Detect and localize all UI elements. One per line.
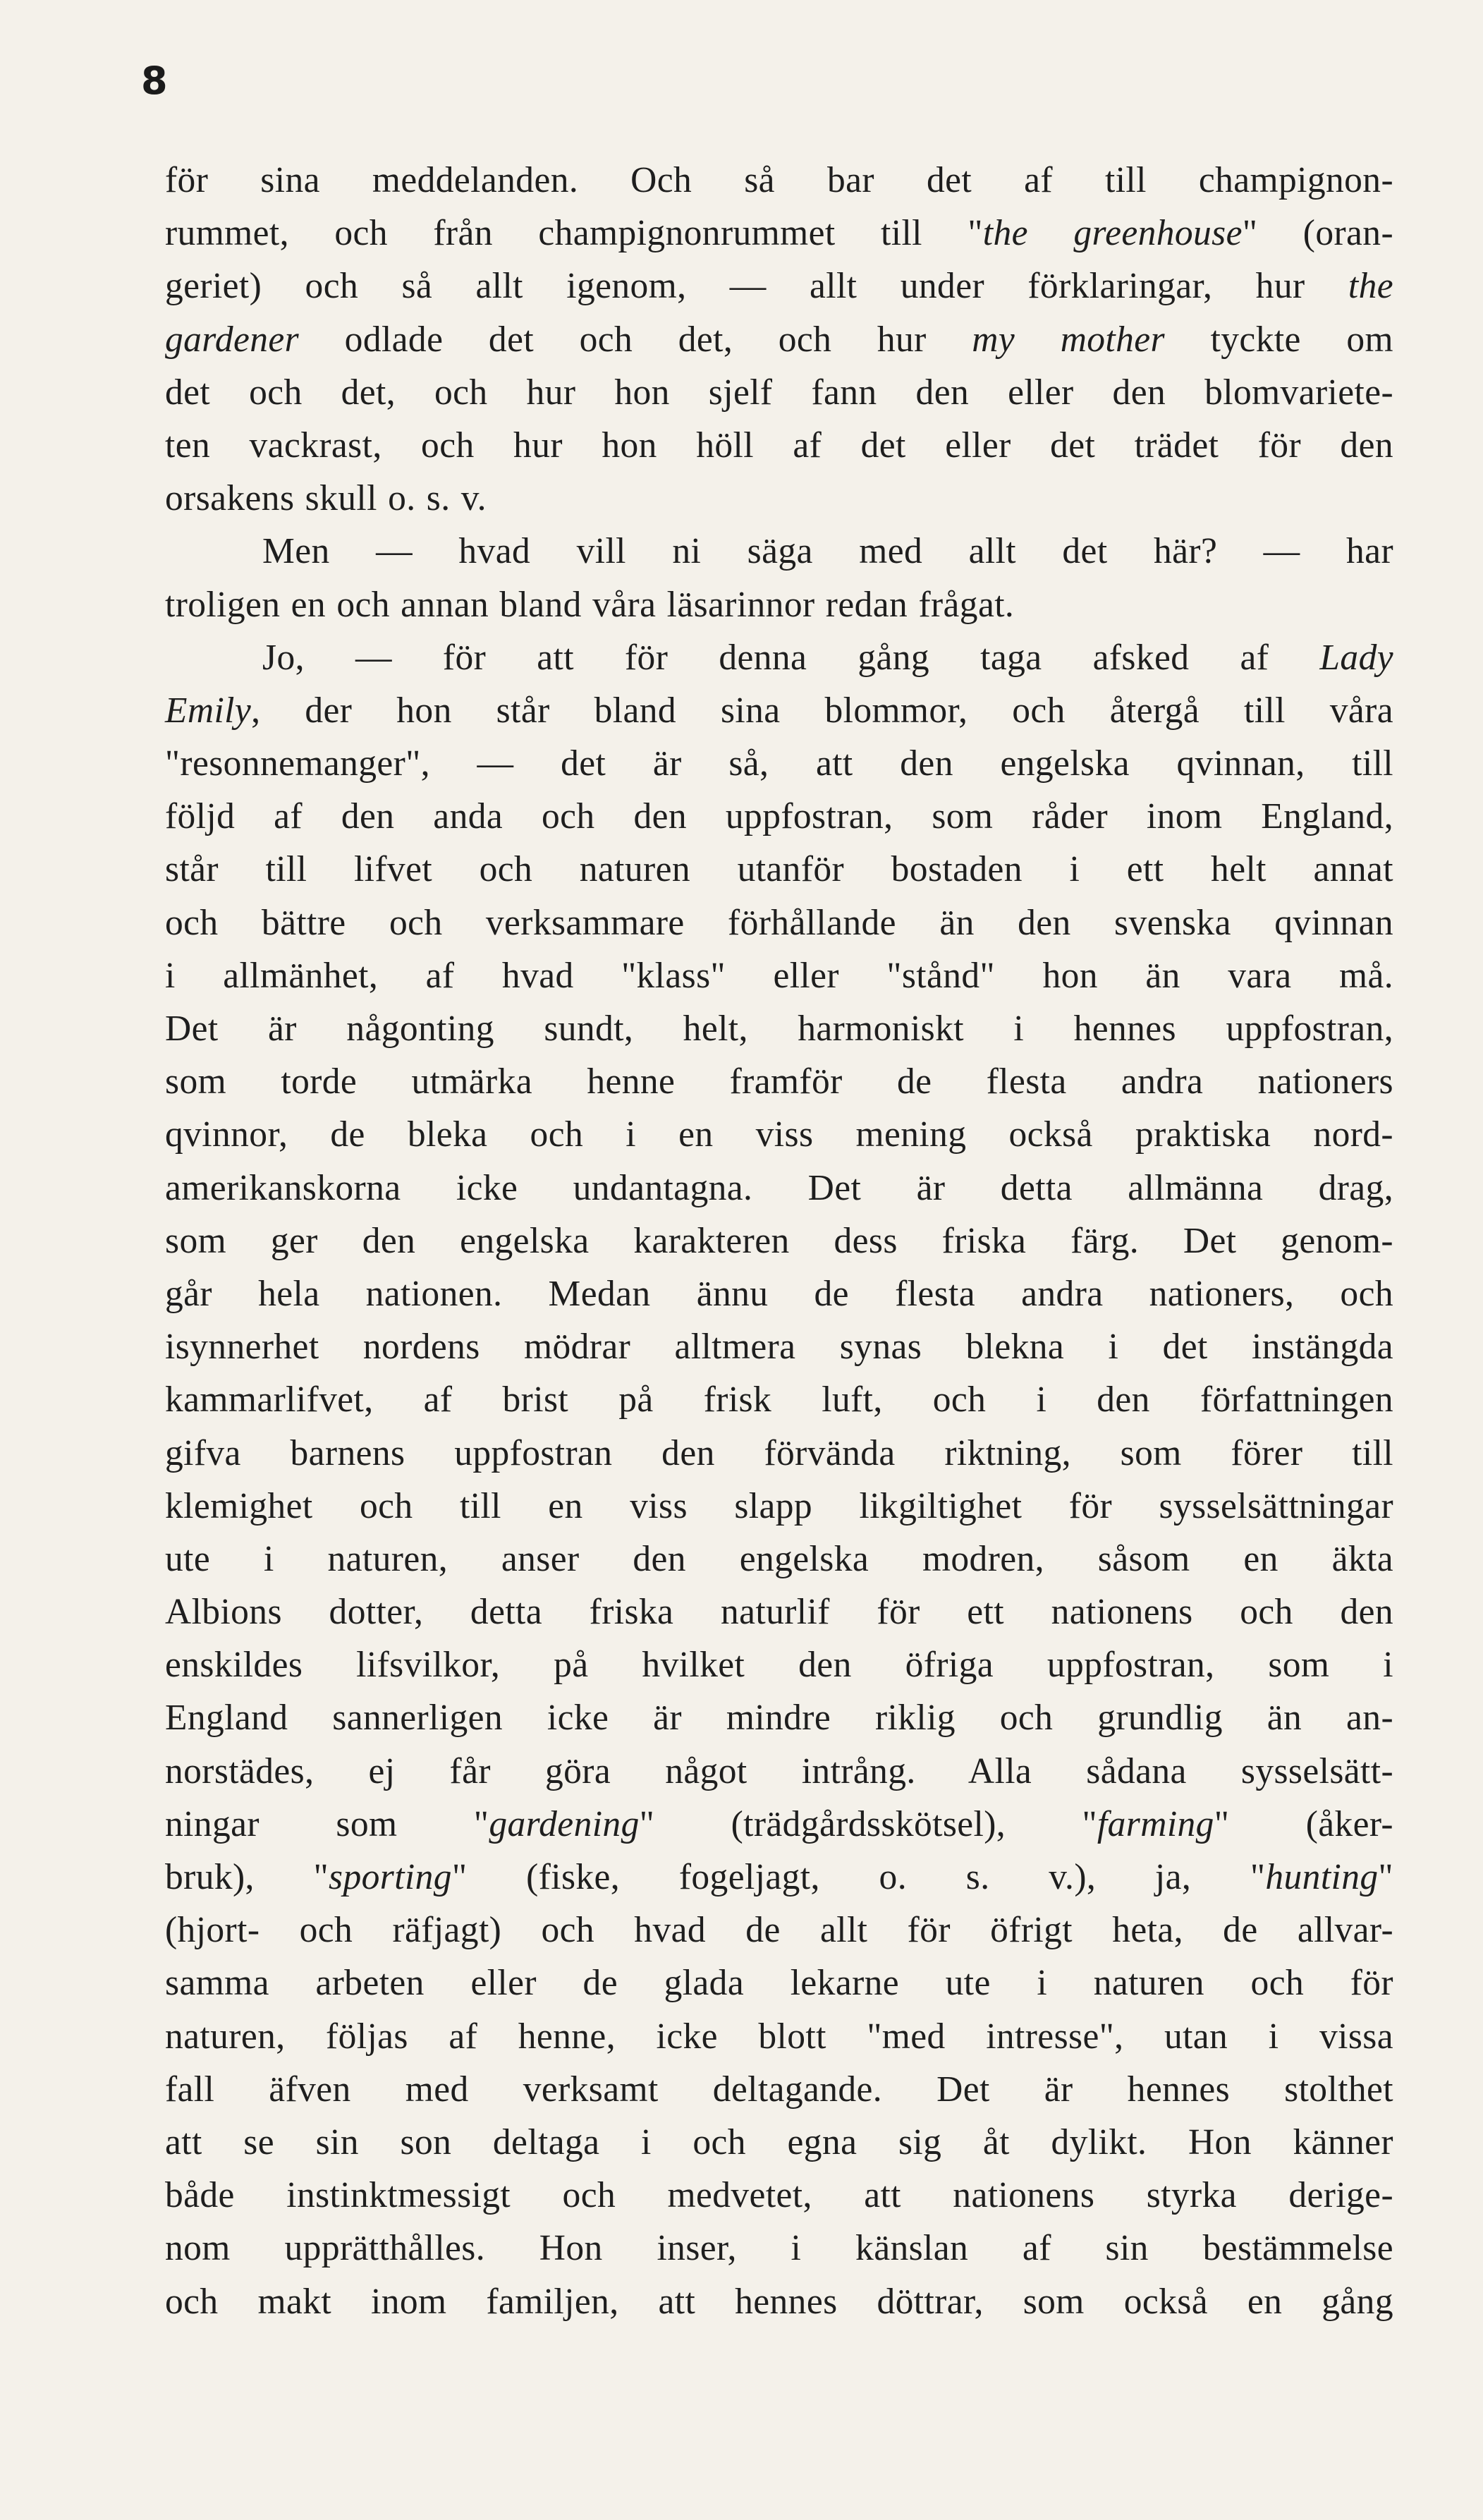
text-segment: ute i naturen, anser den engelska modren, såsom en äkta — [165, 1538, 1393, 1579]
text-line — [165, 1108, 1393, 1161]
text-segment: Albions dotter, detta friska naturlif för ett nationens och den — [165, 1592, 1393, 1633]
italic-text: sporting — [329, 1857, 452, 1897]
italic-text: hunting — [1265, 1857, 1379, 1897]
text-segment: både instinktmessigt och medvetet, att nationens styrka derige- — [165, 2175, 1393, 2216]
text-segment: fall äfven med verksamt deltagande. Det är hennes stolthet — [165, 2069, 1393, 2110]
text-line — [165, 1638, 1393, 1691]
text-segment: naturen, följas af henne, icke blott "med intresse", utan i vissa — [165, 2016, 1393, 2057]
text-line — [165, 1691, 1393, 1744]
text-line — [165, 1480, 1393, 1533]
text-segment: troligen en och annan bland våra läsarinnor redan frågat. — [165, 584, 1015, 625]
text-line — [165, 2010, 1393, 2063]
text-line — [165, 1798, 1393, 1851]
text-segment: som ger den engelska karakteren dess friska färg. Det genom- — [165, 1220, 1393, 1261]
text-segment: isynnerhet nordens mödrar alltmera synas blekna i det instängda — [165, 1327, 1393, 1368]
text-segment: norstädes, ej får göra något intrång. Alla sådana sysselsätt- — [165, 1751, 1393, 1791]
text-line — [165, 896, 1393, 949]
text-segment: och bättre och verksammare förhållande än den svenska qvinnan — [165, 902, 1393, 943]
text-line — [165, 207, 1393, 260]
text-line — [165, 313, 1393, 366]
text-segment: som torde utmärka henne framför de flesta andra nationers — [165, 1061, 1393, 1102]
italic-text: gardener — [165, 319, 300, 360]
text-segment: enskildes lifsvilkor, på hvilket den öfriga uppfostran, som i — [165, 1645, 1393, 1686]
text-segment: står till lifvet och naturen utanför bostaden i ett helt annat — [165, 849, 1393, 890]
text-segment: amerikanskorna icke undantagna. Det är detta allmänna drag, — [165, 1167, 1393, 1208]
text-line — [165, 1427, 1393, 1480]
text-segment: " (åker- — [1214, 1803, 1393, 1844]
text-segment: qvinnor, de bleka och i en viss mening också praktiska nord- — [165, 1114, 1393, 1155]
text-segment: " (fiske, fogeljagt, o. s. v.), ja, " — [451, 1857, 1266, 1897]
text-line — [165, 525, 1393, 578]
text-segment: " — [1378, 1857, 1393, 1897]
text-segment: gifva barnens uppfostran den förvända riktning, som förer till — [165, 1432, 1393, 1473]
text-segment: (hjort- och räfjagt) och hvad de allt för öfrigt heta, de allvar- — [165, 1910, 1393, 1951]
text-line — [165, 1215, 1393, 1267]
text-line — [165, 2063, 1393, 2116]
text-segment: odlade det och det, och hur — [299, 319, 972, 360]
text-line — [165, 684, 1393, 737]
italic-text: Lady — [1319, 637, 1393, 678]
text-segment: Det är någonting sundt, helt, harmoniskt i hennes uppfostran, — [165, 1009, 1393, 1049]
text-line — [165, 578, 1393, 631]
text-segment: samma arbeten eller de glada lekarne ute i naturen och för — [165, 1963, 1393, 2004]
text-segment: rummet, och från champignonrummet till " — [165, 213, 983, 254]
text-segment: bruk), " — [165, 1857, 329, 1897]
text-segment: England sannerligen icke är mindre riklig och grundlig än an- — [165, 1698, 1393, 1739]
text-line — [165, 1267, 1393, 1320]
italic-text: the — [1348, 266, 1393, 307]
text-line — [165, 2275, 1393, 2328]
text-line — [165, 1373, 1393, 1426]
text-line — [165, 2116, 1393, 2169]
text-segment: "resonnemanger", — det är så, att den engelska qvinnan, till — [165, 743, 1393, 784]
italic-text: Emily — [165, 690, 252, 731]
text-segment: för sina meddelanden. Och så bar det af till champignon- — [165, 160, 1393, 200]
text-line — [165, 1851, 1393, 1904]
text-segment: , der hon står bland sina blommor, och återgå till våra — [251, 690, 1393, 731]
text-segment: kammarlifvet, af brist på frisk luft, och i den författningen — [165, 1380, 1393, 1420]
text-segment: ten vackrast, och hur hon höll af det eller det trädet för den — [165, 425, 1393, 465]
text-line — [165, 1745, 1393, 1798]
text-segment: klemighet och till en viss slapp likgiltighet för sysselsättningar — [165, 1485, 1393, 1526]
text-segment: Jo, — för att för denna gång taga afsked af — [262, 637, 1320, 678]
text-segment: går hela nationen. Medan ännu de flesta andra nationers, och — [165, 1273, 1393, 1314]
text-segment: orsakens skull o. s. v. — [165, 478, 487, 519]
text-line — [165, 260, 1393, 312]
text-segment: att se sin son deltaga i och egna sig åt dylikt. Hon känner — [165, 2122, 1393, 2162]
text-segment: " (trädgårdsskötsel), " — [639, 1803, 1097, 1844]
text-line — [165, 1585, 1393, 1638]
text-segment: tyckte om — [1165, 319, 1393, 360]
text-line — [165, 1956, 1393, 2009]
text-line — [165, 631, 1393, 684]
text-segment: Men — hvad vill ni säga med allt det här? — har — [262, 531, 1393, 572]
text-line — [165, 2222, 1393, 2275]
text-segment: ningar som " — [165, 1803, 489, 1844]
page-number: 8 — [141, 59, 168, 103]
body-text — [165, 154, 1393, 2328]
text-line — [165, 366, 1393, 419]
italic-text: my mother — [972, 319, 1165, 360]
text-line — [165, 1533, 1393, 1585]
italic-text: the greenhouse — [982, 213, 1243, 254]
text-line — [165, 1002, 1393, 1055]
text-line — [165, 1320, 1393, 1373]
text-segment: följd af den anda och den uppfostran, som råder inom England, — [165, 796, 1393, 837]
text-segment: " (oran- — [1242, 213, 1394, 254]
italic-text: gardening — [489, 1803, 640, 1844]
text-line — [165, 419, 1393, 472]
italic-text: farming — [1097, 1803, 1214, 1844]
text-line — [165, 1904, 1393, 1956]
text-line — [165, 737, 1393, 790]
text-line — [165, 154, 1393, 207]
text-line — [165, 790, 1393, 843]
text-line — [165, 843, 1393, 896]
text-line — [165, 1162, 1393, 1215]
text-segment: det och det, och hur hon sjelf fann den eller den blomvariete- — [165, 372, 1393, 413]
text-segment: geriet) och så allt igenom, — allt under förklaringar, hur — [165, 266, 1348, 307]
text-line — [165, 472, 1393, 525]
text-line — [165, 1055, 1393, 1108]
text-line — [165, 2169, 1393, 2222]
text-segment: och makt inom familjen, att hennes döttrar, som också en gång — [165, 2281, 1393, 2322]
text-line — [165, 949, 1393, 1002]
text-segment: i allmänhet, af hvad "klass" eller "stånd" hon än vara må. — [165, 955, 1393, 996]
text-segment: nom upprätthålles. Hon inser, i känslan af sin bestämmelse — [165, 2228, 1393, 2269]
